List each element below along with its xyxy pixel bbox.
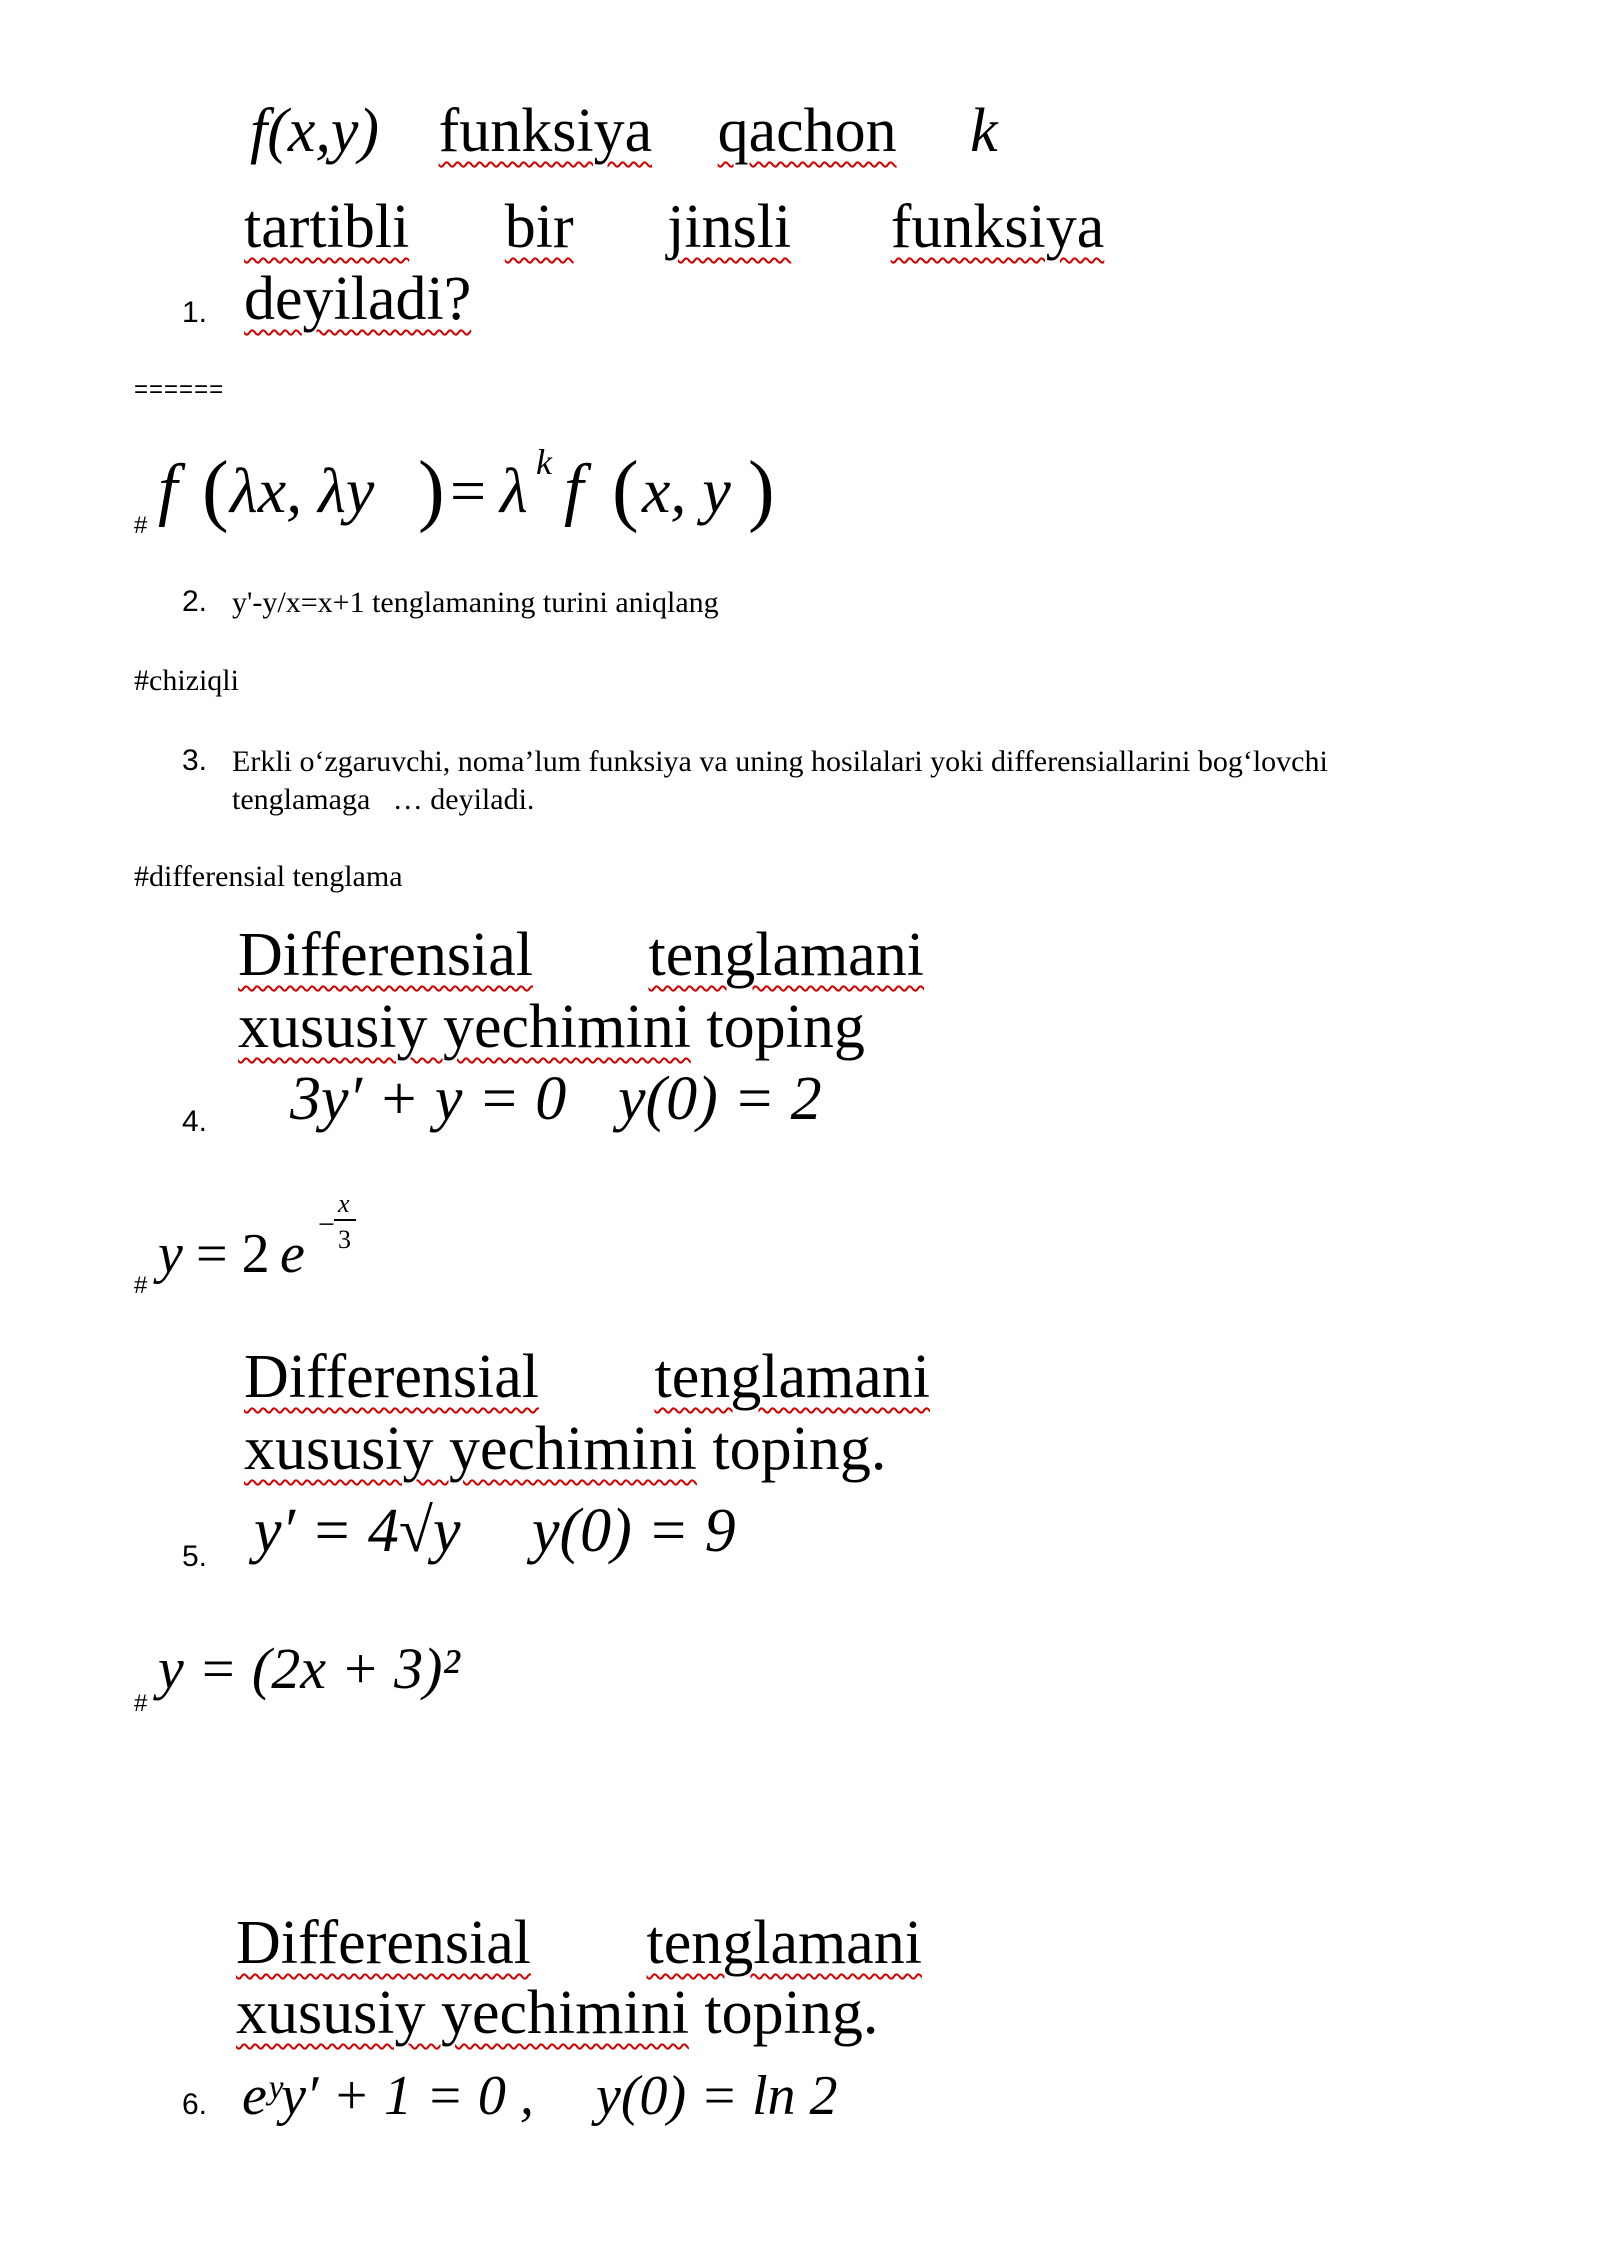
q4-words-xususiy-yechimini: xususiy yechimini <box>238 993 691 1061</box>
q3-text-line-2: tenglamaga … deyiladi. <box>232 783 535 816</box>
q6-line-2 <box>236 1979 879 2047</box>
q6-number: 6. <box>182 2088 208 2121</box>
separator: ====== <box>134 376 225 403</box>
svg-text:): ) <box>418 446 445 534</box>
q1-word-tartibli: tartibli <box>244 193 410 261</box>
answer-3: #differensial tenglama <box>134 860 403 893</box>
q4-line-2 <box>238 993 865 1061</box>
q5-equation: y′ = 4√y <box>254 1497 461 1565</box>
svg-text:(: ( <box>202 446 229 534</box>
q1-symbol-k: k <box>970 97 998 165</box>
svg-text:λ: λ <box>500 455 528 526</box>
q5-words-xususiy-yechimini: xususiy yechimini <box>244 1415 697 1483</box>
svg-text:): ) <box>748 446 775 534</box>
svg-text:f: f <box>564 451 584 528</box>
q5-word-differensial: Differensial <box>244 1343 539 1411</box>
q1-word-jinsli: jinsli <box>667 193 792 261</box>
q6-word-toping: toping. <box>704 1979 879 2047</box>
q1-function-symbol: f(x,y) <box>250 97 380 165</box>
q4-line-1 <box>238 921 924 989</box>
q1-word-funksiya: funksiya <box>438 97 653 165</box>
svg-text:(: ( <box>612 446 639 534</box>
answer-5-formula: y = (2x + 3)² <box>158 1636 460 1701</box>
q6-words-xususiy-yechimini: xususiy yechimini <box>236 1979 689 2047</box>
answer-4-formula <box>150 1172 370 1292</box>
svg-text:f: f <box>158 451 178 528</box>
q1-line-2 <box>244 193 1105 261</box>
svg-text:e: e <box>280 1223 305 1285</box>
svg-text:x: x <box>338 1189 350 1218</box>
q4-word-tenglamani: tenglamani <box>648 921 924 989</box>
svg-text:=: = <box>450 455 487 526</box>
q5-line-1 <box>244 1343 930 1411</box>
q5-line-2 <box>244 1415 887 1483</box>
q4-equation: 3y′ + y = 0 <box>290 1065 567 1133</box>
q1-word-qachon: qachon <box>717 97 897 165</box>
q2-text: y'-y/x=x+1 tenglamaning turini aniqlang <box>232 586 719 619</box>
q6-word-differensial: Differensial <box>236 1909 531 1977</box>
q4-word-toping: toping <box>706 993 865 1061</box>
q5-condition: y(0) = 9 <box>532 1497 736 1565</box>
answer-2: #chiziqli <box>134 664 239 697</box>
answer-5-marker: # <box>134 1690 148 1717</box>
q1-word-funksiya-2: funksiya <box>890 193 1105 261</box>
answer-1-marker: # <box>134 512 148 539</box>
answer-1-formula <box>150 440 790 540</box>
q6-equation: eʸy′ + 1 = 0 , <box>242 2065 534 2127</box>
q2-number: 2. <box>182 585 208 618</box>
svg-text:λx, λy: λx, λy <box>230 455 375 526</box>
q4-condition: y(0) = 2 <box>618 1065 822 1133</box>
q3-text-line-1: Erkli o‘zgaruvchi, noma’lum funksiya va uning hosilalari yoki differensiallarini bog‘lovchi <box>232 745 1328 778</box>
svg-text:x, y: x, y <box>642 455 731 526</box>
q1-line-3: deyiladi? <box>244 265 472 333</box>
q5-word-tenglamani: tenglamani <box>654 1343 930 1411</box>
q1-line-1 <box>250 97 998 165</box>
svg-text:3: 3 <box>338 1225 351 1254</box>
q6-line-1 <box>236 1909 922 1977</box>
q4-word-differensial: Differensial <box>238 921 533 989</box>
svg-text:−: − <box>318 1208 335 1241</box>
q3-number: 3. <box>182 744 208 777</box>
q6-condition: y(0) = ln 2 <box>596 2065 838 2127</box>
q4-number: 4. <box>182 1105 208 1138</box>
svg-text:= 2: = 2 <box>196 1223 270 1285</box>
q1-word-bir: bir <box>504 193 574 261</box>
svg-text:y: y <box>158 1223 183 1285</box>
q6-word-tenglamani: tenglamani <box>646 1909 922 1977</box>
answer-4-marker: # <box>134 1272 148 1299</box>
q5-number: 5. <box>182 1540 208 1573</box>
q1-number: 1. <box>182 296 208 329</box>
q5-word-toping: toping. <box>712 1415 887 1483</box>
svg-text:k: k <box>536 442 552 482</box>
